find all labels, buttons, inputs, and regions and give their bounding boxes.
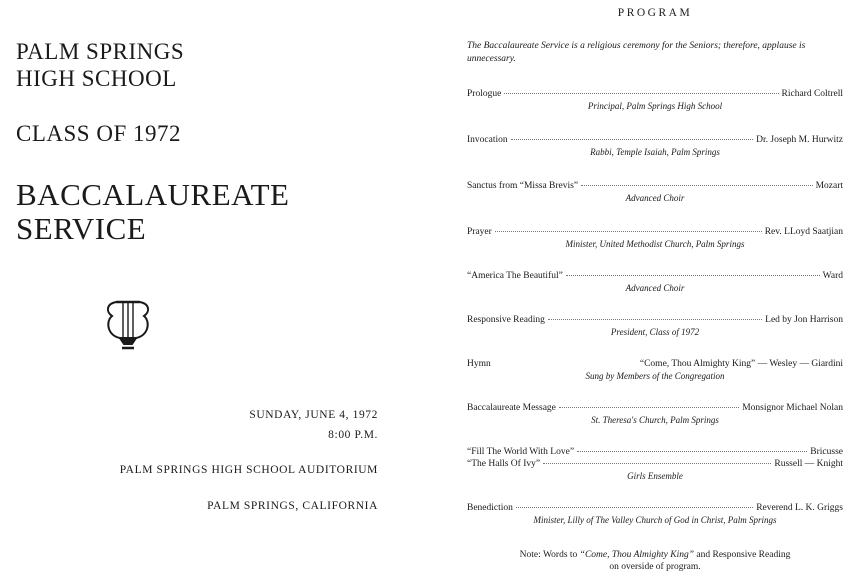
program-item-america (467, 270, 843, 294)
service-title-line1: BACCALAUREATE (16, 177, 290, 212)
note-hymn-title: “Come, Thou Almighty King” (579, 550, 695, 560)
service-time: 8:00 P.M. (328, 429, 378, 441)
item-subtitle: Minister, United Methodist Church, Palm Springs (565, 239, 745, 249)
item-subtitle: Girls Ensemble (627, 471, 683, 481)
service-title (16, 178, 289, 246)
item-performer: Richard Coltrell (781, 89, 843, 99)
item-label: Benediction (467, 503, 513, 513)
program-item-ensemble (467, 446, 843, 482)
program-note (455, 549, 855, 573)
program-item-invocation (467, 134, 843, 158)
item-label-2: “The Halls Of Ivy” (467, 459, 541, 469)
program-item-benediction (467, 502, 843, 526)
lyre-icon (102, 298, 154, 352)
note-line2: on overside of program. (609, 562, 701, 572)
program-item-prologue (467, 88, 843, 112)
item-performer: Monsignor Michael Nolan (742, 403, 843, 413)
program-item-responsive-reading (467, 314, 843, 338)
item-performer: Mozart (815, 181, 843, 191)
service-title-line2: SERVICE (16, 211, 147, 246)
item-subtitle: St. Theresa's Church, Palm Springs (591, 415, 719, 425)
item-performer: Bricusse (810, 447, 843, 457)
item-label: Prayer (467, 227, 492, 237)
item-subtitle: Sung by Members of the Congregation (585, 371, 725, 381)
item-label: Baccalaureate Message (467, 403, 556, 413)
program-item-message (467, 402, 843, 426)
school-name (16, 38, 184, 92)
item-subtitle: Rabbi, Temple Isaiah, Palm Springs (590, 147, 720, 157)
item-performer: Reverend L. K. Griggs (756, 503, 843, 513)
item-subtitle: Minister, Lilly of The Valley Church of God in Christ, Palm Springs (533, 515, 777, 525)
item-performer: “Come, Thou Almighty King” — Wesley — Giardini (639, 359, 843, 369)
school-name-line2: HIGH SCHOOL (16, 66, 177, 91)
note-suffix: and Responsive Reading (694, 550, 791, 560)
class-title: CLASS OF 1972 (16, 121, 181, 146)
service-venue: PALM SPRINGS HIGH SCHOOL AUDITORIUM (119, 464, 378, 476)
program-item-sanctus (467, 180, 843, 204)
program-item-prayer (467, 226, 843, 250)
item-performer: Led by Jon Harrison (765, 315, 843, 325)
item-label: Responsive Reading (467, 315, 545, 325)
program-page (455, 0, 855, 577)
school-name-line1: PALM SPRINGS (16, 39, 185, 64)
item-performer: Ward (822, 271, 843, 281)
service-date: SUNDAY, JUNE 4, 1972 (249, 409, 378, 421)
item-label: Hymn (467, 359, 491, 369)
item-label: “America The Beautiful” (467, 271, 563, 281)
item-subtitle: Principal, Palm Springs High School (587, 101, 723, 111)
item-label: “Fill The World With Love” (467, 447, 575, 457)
item-label: Sanctus from “Missa Brevis” (467, 181, 579, 191)
item-subtitle: President, Class of 1972 (610, 327, 700, 337)
item-subtitle: Advanced Choir (625, 193, 685, 203)
program-heading: PROGRAM (617, 7, 693, 19)
note-prefix: Note: Words to (519, 550, 580, 560)
item-performer: Rev. LLoyd Saatjian (764, 227, 843, 237)
item-performer: Dr. Joseph M. Hurwitz (756, 135, 843, 145)
item-subtitle: Advanced Choir (625, 283, 685, 293)
program-item-hymn (467, 358, 843, 382)
service-city: PALM SPRINGS, CALIFORNIA (207, 500, 378, 512)
program-intro: The Baccalaureate Service is a religious ceremony for the Seniors; therefore, applause is unnecessary. (467, 41, 806, 64)
item-label: Invocation (467, 135, 508, 145)
item-performer-2: Russell — Knight (774, 459, 843, 469)
item-label: Prologue (467, 89, 502, 99)
